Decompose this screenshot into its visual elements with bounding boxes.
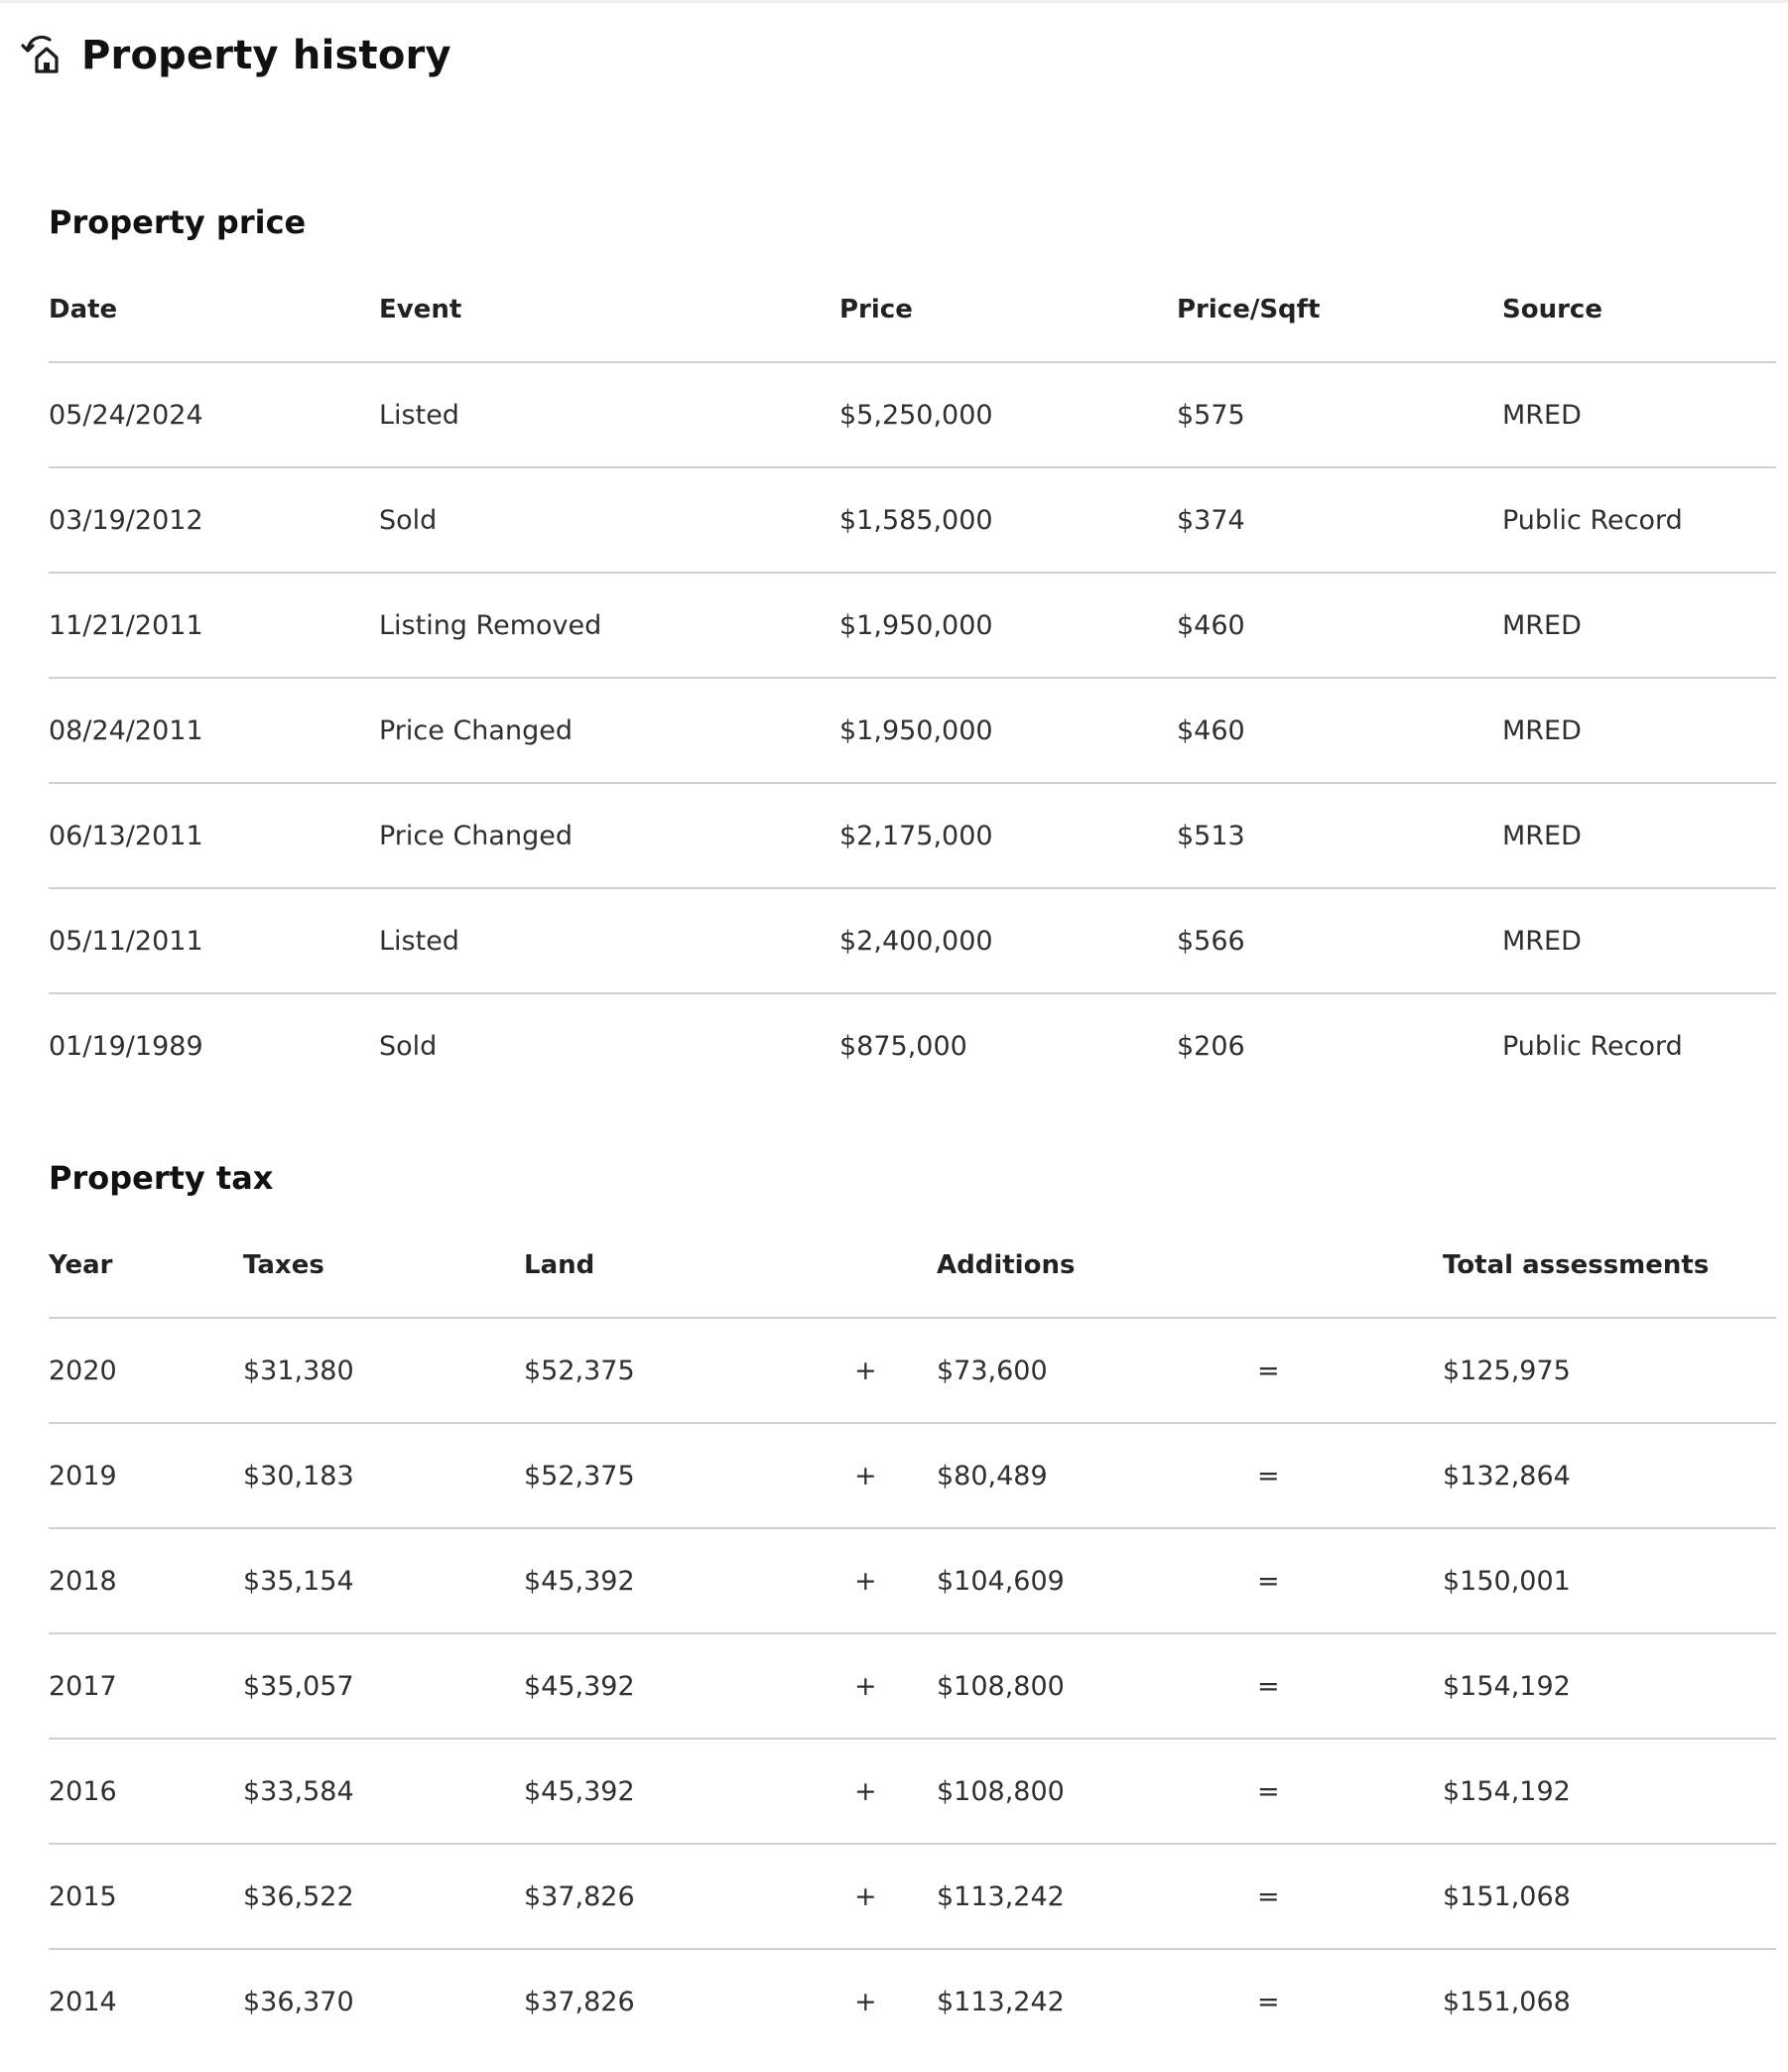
column-header-price-per-sqft: Price/Sqft	[1177, 258, 1502, 362]
column-header-land: Land	[524, 1214, 854, 1318]
price-per-sqft-cell: $513	[1177, 783, 1502, 888]
property-price-title: Property price	[49, 203, 307, 241]
column-header-source: Source	[1502, 258, 1776, 362]
land-cell: $52,375	[524, 1318, 854, 1423]
column-spacer	[1257, 1214, 1443, 1318]
price-cell: $1,585,000	[839, 467, 1177, 573]
source-cell: MRED	[1502, 783, 1776, 888]
land-cell: $37,826	[524, 1986, 635, 2017]
price-per-sqft-cell: $206	[1177, 1030, 1245, 1062]
equals-sign: =	[1257, 1423, 1443, 1528]
taxes-cell: $36,522	[243, 1844, 524, 1949]
event-cell: Listed	[379, 362, 839, 467]
price-cell: $1,950,000	[839, 573, 1177, 678]
source-cell: MRED	[1502, 573, 1776, 678]
source-cell: MRED	[1502, 678, 1776, 783]
source-cell: MRED	[1502, 888, 1776, 993]
land-cell: $52,375	[524, 1423, 854, 1528]
source-cell: Public Record	[1502, 1030, 1683, 1062]
plus-sign: +	[854, 1844, 937, 1949]
date-cell: 05/24/2024	[49, 362, 379, 467]
event-cell: Listed	[379, 888, 839, 993]
table-header-row	[49, 258, 1776, 362]
property-price-table	[49, 258, 1776, 1098]
equals-sign: =	[1257, 1739, 1443, 1844]
taxes-cell: $35,057	[243, 1633, 524, 1739]
column-header-total-assessments: Total assessments	[1443, 1214, 1776, 1318]
table-row	[49, 1844, 1776, 1949]
additions-cell: $73,600	[937, 1318, 1257, 1423]
equals-sign: =	[1257, 1318, 1443, 1423]
equals-sign: =	[1257, 1528, 1443, 1633]
table-row	[49, 573, 1776, 678]
event-cell: Listing Removed	[379, 573, 839, 678]
total-assessment-cell: $132,864	[1443, 1423, 1776, 1528]
total-assessment-cell: $125,975	[1443, 1318, 1776, 1423]
table-row	[49, 993, 1776, 1098]
property-tax-title: Property tax	[49, 1159, 274, 1197]
total-assessment-cell: $150,001	[1443, 1528, 1776, 1633]
price-cell: $875,000	[839, 1030, 967, 1062]
top-divider	[0, 0, 1788, 3]
event-cell: Sold	[379, 1030, 438, 1062]
taxes-cell: $31,380	[243, 1318, 524, 1423]
table-row	[49, 467, 1776, 573]
page-title: Property history	[81, 33, 451, 78]
table-row	[49, 888, 1776, 993]
event-cell: Price Changed	[379, 783, 839, 888]
price-per-sqft-cell: $566	[1177, 888, 1502, 993]
price-per-sqft-cell: $374	[1177, 467, 1502, 573]
date-cell: 11/21/2011	[49, 573, 379, 678]
additions-cell: $104,609	[937, 1528, 1257, 1633]
plus-sign: +	[854, 1739, 937, 1844]
plus-sign: +	[854, 1633, 937, 1739]
total-assessment-cell: $151,068	[1443, 1844, 1776, 1949]
plus-sign: +	[854, 1528, 937, 1633]
land-cell: $37,826	[524, 1844, 854, 1949]
taxes-cell: $30,183	[243, 1423, 524, 1528]
additions-cell: $113,242	[937, 1986, 1065, 2017]
taxes-cell: $36,370	[243, 1986, 354, 2017]
equals-sign: =	[1257, 1633, 1443, 1739]
home-history-icon	[20, 33, 65, 78]
plus-sign: +	[854, 1318, 937, 1423]
event-cell: Sold	[379, 467, 839, 573]
table-row	[49, 1423, 1776, 1528]
year-cell: 2016	[49, 1739, 243, 1844]
table-row	[49, 783, 1776, 888]
price-cell: $5,250,000	[839, 362, 1177, 467]
year-cell: 2017	[49, 1633, 243, 1739]
land-cell: $45,392	[524, 1633, 854, 1739]
land-cell: $45,392	[524, 1528, 854, 1633]
price-per-sqft-cell: $460	[1177, 678, 1502, 783]
table-row	[49, 1739, 1776, 1844]
price-cell: $1,950,000	[839, 678, 1177, 783]
column-header-taxes: Taxes	[243, 1214, 524, 1318]
year-cell: 2014	[49, 1986, 117, 2017]
table-row	[49, 678, 1776, 783]
date-cell: 06/13/2011	[49, 783, 379, 888]
date-cell: 05/11/2011	[49, 888, 379, 993]
column-header-event: Event	[379, 258, 839, 362]
additions-cell: $108,800	[937, 1739, 1257, 1844]
table-header-row	[49, 1214, 1776, 1318]
date-cell: 08/24/2011	[49, 678, 379, 783]
total-assessment-cell: $151,068	[1443, 1986, 1571, 2017]
column-header-additions: Additions	[937, 1214, 1257, 1318]
column-header-year: Year	[49, 1214, 243, 1318]
year-cell: 2019	[49, 1423, 243, 1528]
date-cell: 01/19/1989	[49, 1030, 203, 1062]
table-row	[49, 1318, 1776, 1423]
equals-sign: =	[1257, 1986, 1280, 2017]
price-cell: $2,400,000	[839, 888, 1177, 993]
column-spacer	[854, 1214, 937, 1318]
table-row	[49, 362, 1776, 467]
land-cell: $45,392	[524, 1739, 854, 1844]
price-cell: $2,175,000	[839, 783, 1177, 888]
additions-cell: $80,489	[937, 1423, 1257, 1528]
total-assessment-cell: $154,192	[1443, 1633, 1776, 1739]
price-per-sqft-cell: $460	[1177, 573, 1502, 678]
column-header-date: Date	[49, 258, 379, 362]
equals-sign: =	[1257, 1844, 1443, 1949]
additions-cell: $113,242	[937, 1844, 1257, 1949]
price-per-sqft-cell: $575	[1177, 362, 1502, 467]
year-cell: 2015	[49, 1844, 243, 1949]
table-row	[49, 1528, 1776, 1633]
date-cell: 03/19/2012	[49, 467, 379, 573]
event-cell: Price Changed	[379, 678, 839, 783]
taxes-cell: $35,154	[243, 1528, 524, 1633]
page-header	[20, 24, 451, 87]
additions-cell: $108,800	[937, 1633, 1257, 1739]
plus-sign: +	[854, 1423, 937, 1528]
source-cell: Public Record	[1502, 467, 1776, 573]
year-cell: 2020	[49, 1318, 243, 1423]
column-header-price: Price	[839, 258, 1177, 362]
plus-sign: +	[854, 1986, 877, 2017]
total-assessment-cell: $154,192	[1443, 1739, 1776, 1844]
source-cell: MRED	[1502, 362, 1776, 467]
table-row	[49, 1633, 1776, 1739]
year-cell: 2018	[49, 1528, 243, 1633]
table-row	[49, 1949, 1776, 2053]
property-tax-table	[49, 1214, 1776, 2053]
taxes-cell: $33,584	[243, 1739, 524, 1844]
